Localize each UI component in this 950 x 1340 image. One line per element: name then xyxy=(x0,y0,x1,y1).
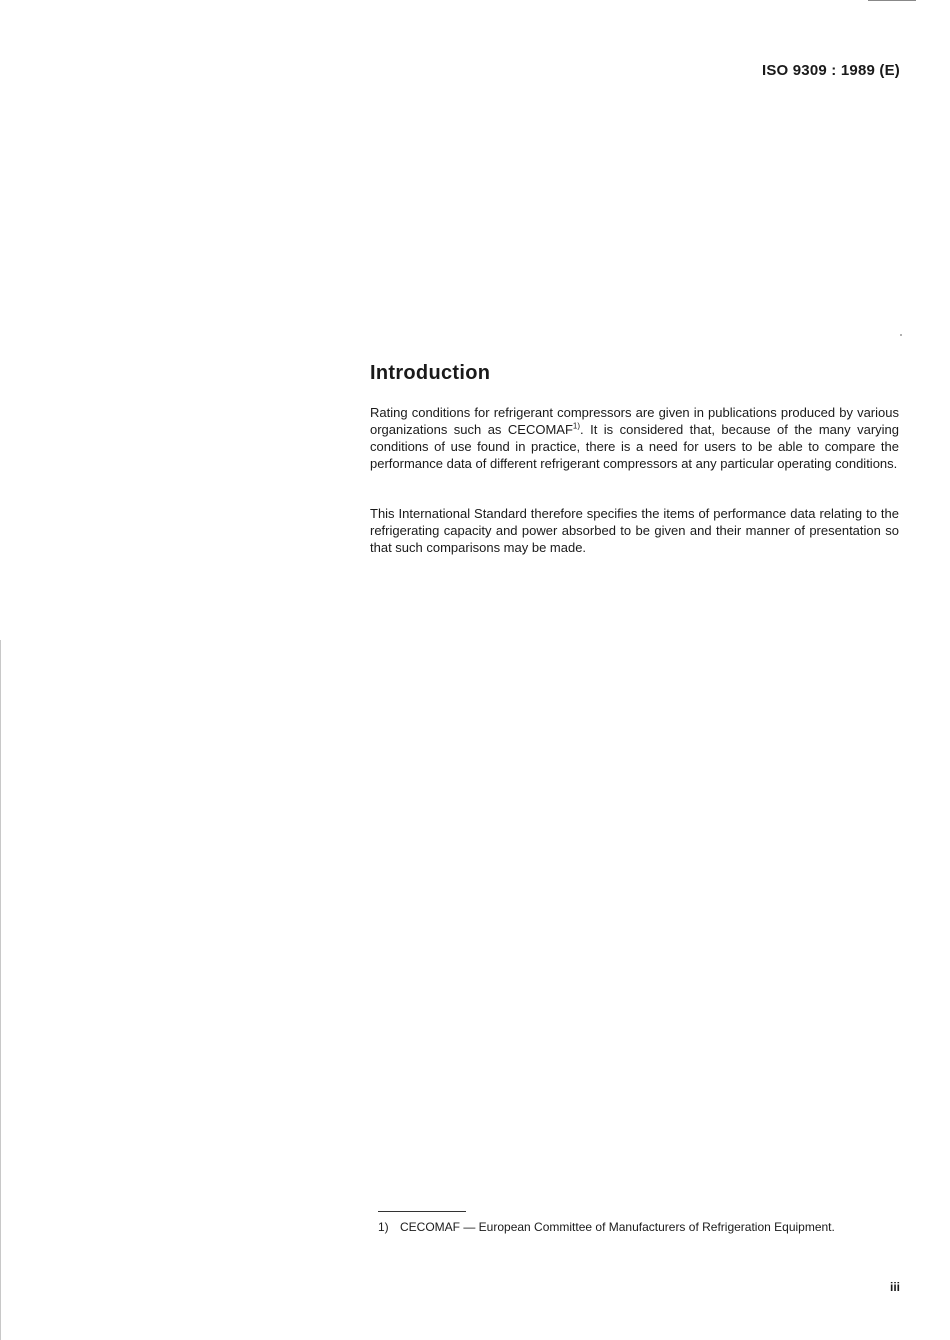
intro-paragraph-2: This International Standard therefore specifies the items of performance data relating to the refrigerating capacity and power absorbed to be given and their manner of presentation so that such comparisons may be made. xyxy=(370,506,899,555)
paragraph-text: . It is considered that, because of the many varying conditions of use found in practice, there is a need for users to be able to compare the performance data of different refrigerant compressors at any particular operating conditions. xyxy=(370,422,899,471)
footnote-reference[interactable]: 1) xyxy=(572,421,581,431)
scan-speck xyxy=(900,334,902,336)
footnote xyxy=(378,1220,835,1234)
footnote-text: CECOMAF — European Committee of Manufacturers of Refrigeration Equipment. xyxy=(400,1220,835,1234)
top-edge-rule xyxy=(868,0,916,1)
section-title: Introduction xyxy=(370,362,491,384)
paragraph-text: Rating conditions for refrigerant compressors are given in publications produced by various organizations such as CECOMAF xyxy=(370,405,899,437)
intro-paragraph-1 xyxy=(370,404,899,472)
footnote-mark: 1) xyxy=(378,1220,389,1234)
footnote-separator xyxy=(378,1211,466,1212)
scan-left-edge xyxy=(0,640,1,1340)
document-reference: ISO 9309 : 1989 (E) xyxy=(761,62,900,79)
page-number: iii xyxy=(889,1280,900,1294)
